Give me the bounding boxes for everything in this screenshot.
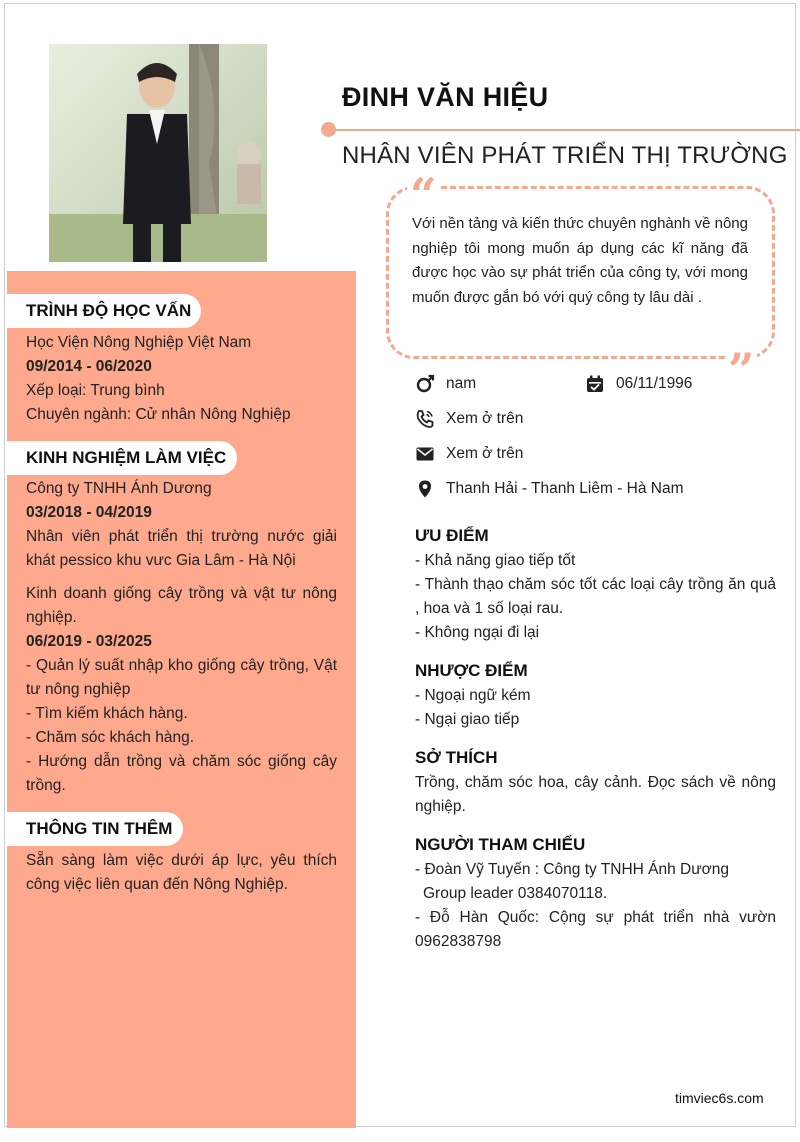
title-divider xyxy=(330,129,800,131)
strength-item: - Không ngại đi lại xyxy=(415,624,540,641)
references-heading: NGƯỜI THAM CHIẾU xyxy=(415,835,586,854)
education-heading: TRÌNH ĐỘ HỌC VẤN xyxy=(7,294,201,328)
address-row xyxy=(415,479,683,499)
strengths-heading: ƯU ĐIỂM xyxy=(415,526,489,545)
hobbies-text: Trồng, chăm sóc hoa, cây cảnh. Đọc sách về nông nghiệp. xyxy=(415,774,776,815)
gender-icon xyxy=(415,374,435,394)
education-period: 09/2014 - 06/2020 xyxy=(26,358,152,375)
education-school: Học Viện Nông Nghiệp Việt Nam xyxy=(26,334,252,351)
phone-row xyxy=(415,409,523,429)
avatar xyxy=(49,44,267,262)
hobbies-heading: SỞ THÍCH xyxy=(415,748,498,767)
reference-item: - Đoàn Vỹ Tuyến : Công ty TNHH Ánh Dương xyxy=(415,861,730,878)
close-quote-icon: ” xyxy=(725,347,757,371)
additional-heading: THÔNG TIN THÊM xyxy=(7,812,183,846)
strength-item: - Thành thạo chăm sóc tốt các loại cây trồng ăn quả , hoa và 1 số loại rau. xyxy=(415,576,776,617)
references-list xyxy=(415,858,776,954)
reference-item: Group leader 0384070118. xyxy=(423,885,608,902)
job1-period: 03/2018 - 04/2019 xyxy=(26,504,152,521)
reference-item: - Đỗ Hàn Quốc: Cộng sự phát triển nhà vườn 0962838798 xyxy=(415,909,776,950)
birthday-value: 06/11/1996 xyxy=(616,375,693,392)
strengths-list xyxy=(415,549,776,645)
job2-task: - Quản lý suất nhập kho giống cây trồng, Vật tư nông nghiệp xyxy=(26,657,337,698)
experience-heading: KINH NGHIỆM LÀM VIỆC xyxy=(7,441,237,475)
address-value: Thanh Hải - Thanh Liêm - Hà Nam xyxy=(446,480,684,497)
gender-row xyxy=(415,374,476,394)
map-pin-icon xyxy=(415,479,435,499)
gender-value: nam xyxy=(446,375,477,392)
weakness-item: - Ngoại ngữ kém xyxy=(415,687,531,704)
weaknesses-heading: NHƯỢC ĐIỂM xyxy=(415,661,528,680)
job2-company: Kinh doanh giống cây trồng và vật tư nông nghiệp. xyxy=(26,585,337,626)
job2-task: - Hướng dẫn trồng và chăm sóc giống cây trồng. xyxy=(26,753,337,794)
additional-text: Sẵn sàng làm việc dưới áp lực, yêu thích công việc liên quan đến Nông Nghiệp. xyxy=(26,852,337,893)
strength-item: - Khả năng giao tiếp tốt xyxy=(415,552,576,569)
cv-page xyxy=(4,3,796,1127)
birthday-row xyxy=(585,374,692,394)
experience-block xyxy=(26,477,337,798)
footer-site: timviec6s.com xyxy=(675,1090,764,1106)
calendar-icon xyxy=(585,374,605,394)
education-rank: Xếp loại: Trung bình xyxy=(26,382,165,399)
education-major: Chuyên ngành: Cử nhân Nông Nghiệp xyxy=(26,406,291,423)
job1-company: Công ty TNHH Ánh Dương xyxy=(26,480,212,497)
mail-icon xyxy=(415,444,435,464)
job2-task: - Tìm kiếm khách hàng. xyxy=(26,705,188,722)
candidate-name: ĐINH VĂN HIỆU xyxy=(342,82,549,112)
email-row xyxy=(415,444,523,464)
phone-icon xyxy=(415,409,435,429)
weakness-item: - Ngại giao tiếp xyxy=(415,711,520,728)
phone-value: Xem ở trên xyxy=(446,410,524,427)
email-value: Xem ở trên xyxy=(446,445,524,462)
weaknesses-list xyxy=(415,684,776,732)
job1-desc: Nhân viên phát triển thị trường nước giải khát pessico khu vưc Gia Lâm - Hà Nội xyxy=(26,528,337,569)
job2-task: - Chăm sóc khách hàng. xyxy=(26,729,195,746)
open-quote-icon: “ xyxy=(407,172,439,196)
job-title: NHÂN VIÊN PHÁT TRIỂN THỊ TRƯỜNG xyxy=(342,142,788,169)
job2-period: 06/2019 - 03/2025 xyxy=(26,633,152,650)
objective-text: Với nền tảng và kiến thức chuyên nghành về nông nghiệp tôi mong muốn áp dụng các kĩ năng đã được học vào sự phát triển của công ty, với mong muốn được gắn bó với quý công ty lâu dài . xyxy=(412,215,748,306)
education-block xyxy=(26,331,337,427)
